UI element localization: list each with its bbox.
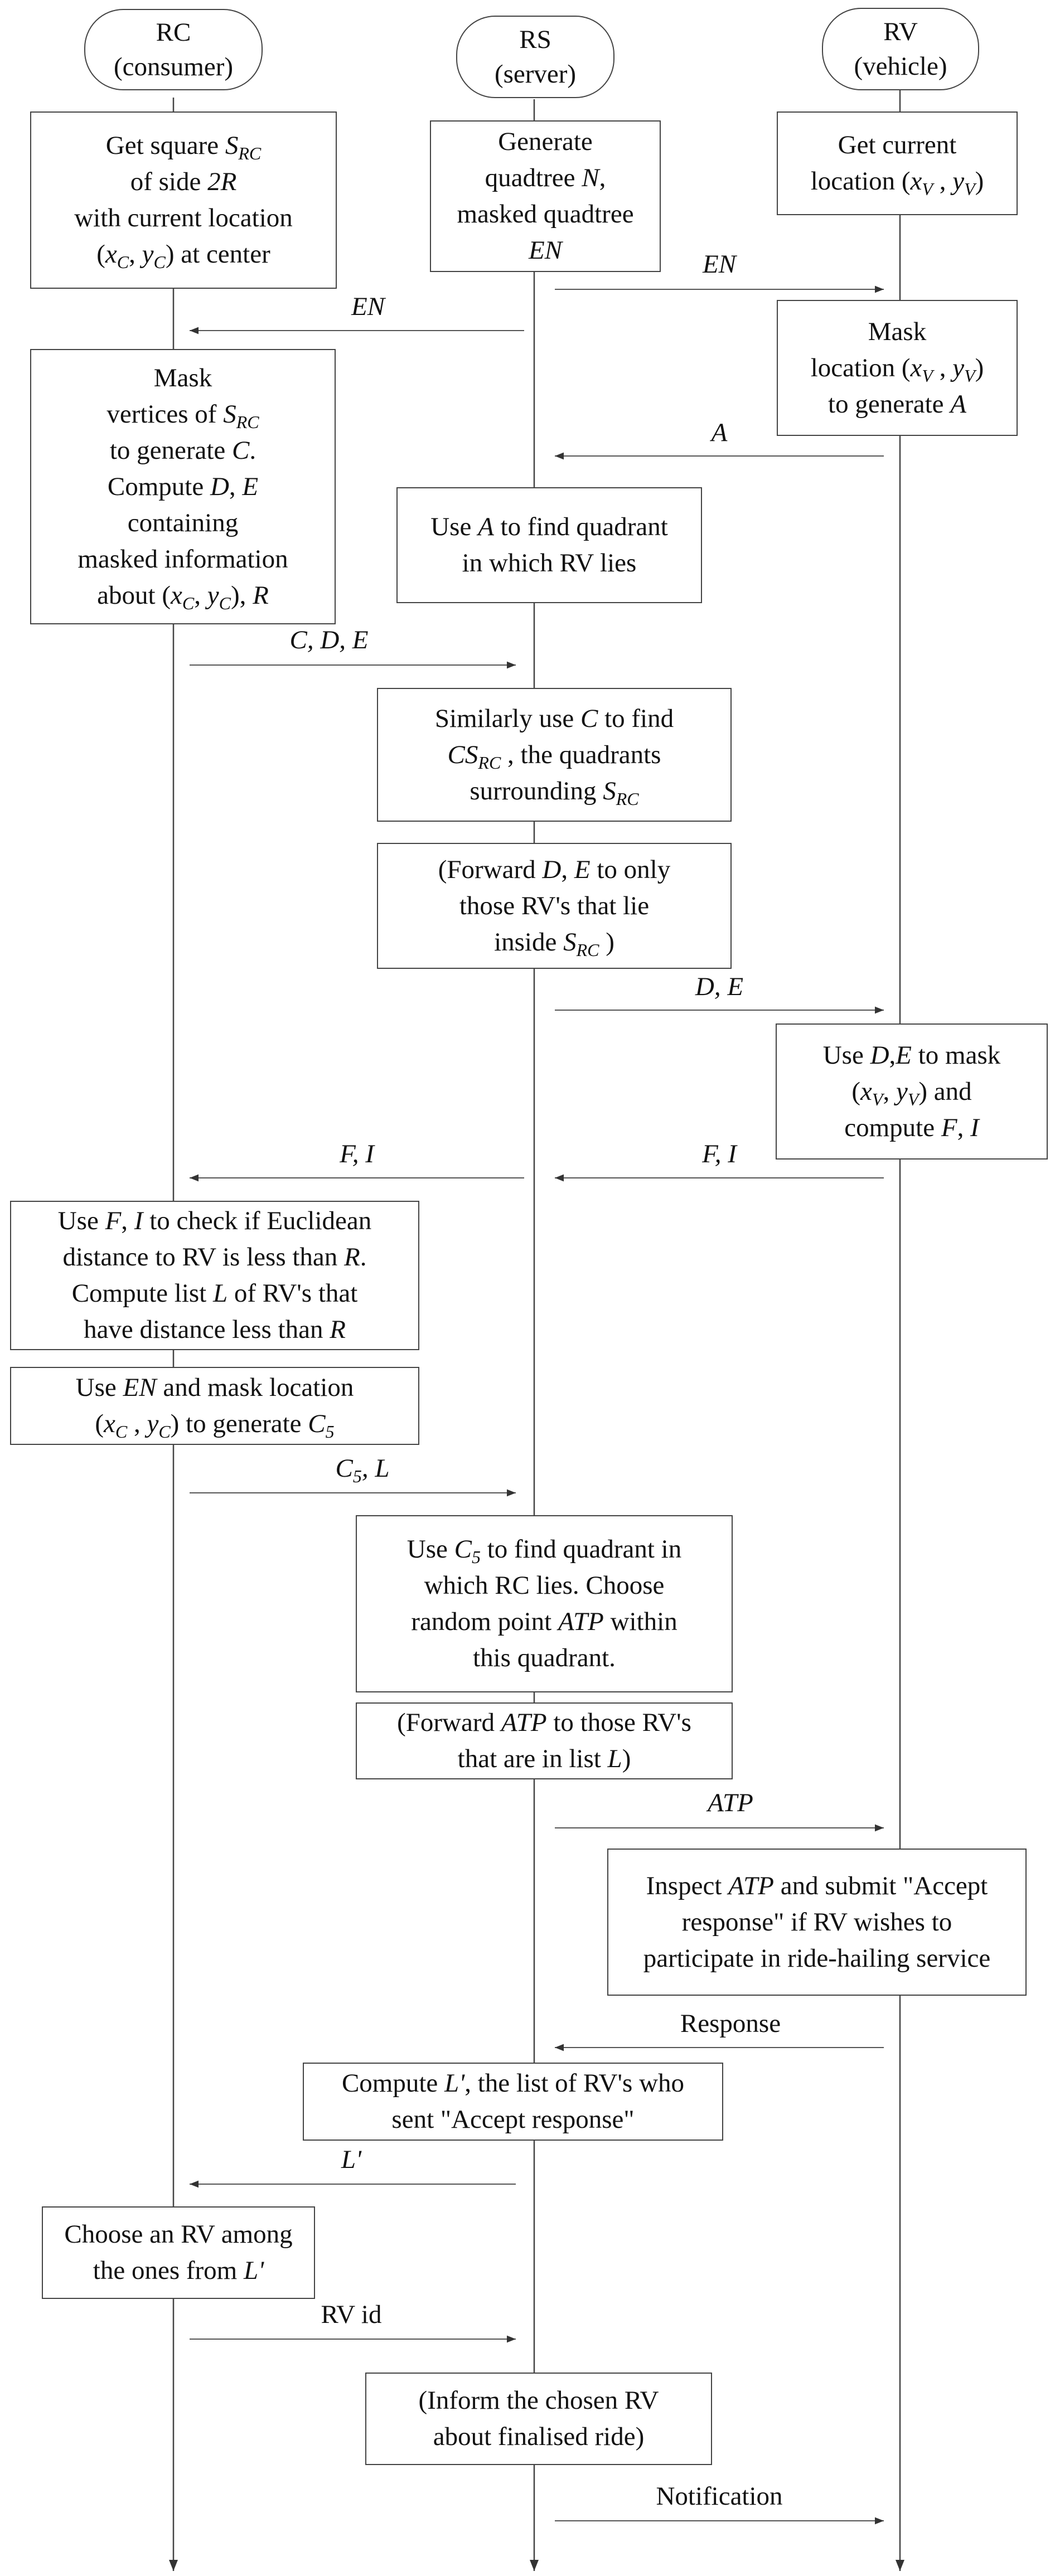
box-rs-compute-lprime-line-2: sent "Accept response" (391, 2105, 635, 2134)
box-rc-choose-line-2: the ones from L' (93, 2256, 264, 2285)
box-rv-use-de-line-2: ($x_V$, $y_V$) and (851, 1076, 972, 1109)
box-rc-mask-vertices (30, 349, 336, 624)
label-atp-to-rv: ATP (708, 1788, 753, 1817)
box-rs-use-a-line-2: in which RV lies (462, 549, 637, 578)
box-rs-compute-lprime (303, 2063, 723, 2141)
box-rs-use-c5-line-2: which RC lies. Choose (424, 1571, 665, 1600)
box-rc-get-square-line-3: with current location (74, 203, 293, 232)
box-rs-forward-atp (356, 1702, 733, 1779)
box-rc-use-en-line-1: Use EN and mask location (75, 1373, 354, 1402)
label-lprime-to-rc: L' (341, 2145, 362, 2174)
box-rv-use-de-line-3: compute F, I (844, 1113, 979, 1142)
box-rs-inform (365, 2373, 712, 2465)
box-rs-forward-atp-line-2: that are in list L) (457, 1744, 631, 1773)
box-rc-get-square-line-2: of side 2R (130, 167, 237, 196)
label-fi-to-rc: F, I (340, 1139, 374, 1168)
box-rc-mask-vertices-line-3: to generate C. (109, 435, 257, 465)
box-rv-get-location (777, 111, 1018, 215)
box-rs-use-c5 (356, 1515, 733, 1692)
box-rs-forward-de-line-2: those RV's that lie (459, 891, 650, 920)
actor-rc (84, 9, 263, 90)
label-de-to-rv: D, E (695, 972, 744, 1001)
box-rv-mask-line-1: Mask (868, 317, 927, 346)
actor-rc-name: RC (156, 18, 191, 47)
label-a-to-rs: A (711, 418, 728, 447)
box-rv-inspect-line-3: participate in ride-hailing service (643, 1943, 991, 1973)
box-rv-get-location-line-1: Get current (838, 130, 957, 159)
box-rs-similarly-line-1: Similarly use C to find (434, 704, 674, 733)
box-rs-similarly-line-2: $CS_{RC}$ , the quadrants (447, 740, 661, 773)
box-rv-get-location-line-2: location ($x_V$ , $y_V$) (810, 167, 984, 199)
box-rc-mask-vertices-line-1: Mask (153, 363, 212, 392)
box-rs-forward-de-line-1: (Forward D, E to only (438, 855, 671, 884)
box-rv-inspect (607, 1849, 1027, 1996)
box-rc-check (10, 1201, 419, 1350)
box-rc-get-square-line-4: ($x_C$, $y_C$) at center (96, 240, 270, 272)
box-rs-compute-lprime-line-1: Compute L', the list of RV's who (341, 2069, 685, 2098)
box-rs-similarly (377, 688, 732, 822)
box-rs-forward-de-line-3: inside $S_{RC}$ ) (494, 927, 614, 960)
actor-rv-role: (vehicle) (854, 52, 947, 81)
box-rs-generate-line-2: quadtree N, (485, 163, 606, 192)
box-rc-check-line-3: Compute list L of RV's that (71, 1279, 358, 1308)
label-rvid-to-rs: RV id (321, 2300, 382, 2329)
box-rs-use-c5-line-4: this quadrant. (473, 1643, 616, 1672)
box-rc-mask-vertices-line-7: about ($x_C$, $y_C$), R (97, 580, 269, 613)
box-rc-mask-vertices-line-4: Compute D, E (107, 472, 259, 501)
label-notification-to-rv: Notification (656, 2482, 783, 2511)
box-rc-check-line-2: distance to RV is less than R. (62, 1243, 367, 1272)
label-en-to-rv: EN (702, 250, 737, 279)
box-rc-mask-vertices-line-2: vertices of $S_{RC}$ (107, 399, 259, 432)
actor-rs-role: (server) (494, 60, 577, 89)
box-rs-generate-line-4: EN (528, 236, 563, 265)
box-rv-use-de (776, 1023, 1048, 1160)
label-fi-to-rs: F, I (702, 1139, 737, 1168)
label-c5l-to-rs: $C_5$, L (335, 1454, 390, 1486)
box-rs-forward-atp-line-1: (Forward ATP to those RV's (397, 1708, 691, 1737)
box-rs-forward-de (377, 843, 732, 969)
label-response-to-rs: Response (680, 2009, 781, 2038)
box-rv-mask-line-2: location ($x_V$ , $y_V$) (810, 353, 984, 386)
box-rv-mask-line-3: to generate A (828, 389, 966, 419)
box-rc-get-square-line-1: Get square $S_{RC}$ (105, 131, 262, 163)
box-rs-inform-line-1: (Inform the chosen RV (418, 2386, 659, 2415)
box-rv-inspect-line-2: response" if RV wishes to (681, 1907, 952, 1937)
box-rv-mask (777, 300, 1018, 436)
box-rs-similarly-line-3: surrounding $S_{RC}$ (470, 776, 639, 809)
box-rc-check-line-4: have distance less than R (84, 1315, 346, 1344)
box-rc-use-en-line-2: ($x_C$ , $y_C$) to generate $C_5$ (95, 1409, 335, 1442)
box-rc-use-en (10, 1367, 419, 1445)
box-rc-choose-line-1: Choose an RV among (64, 2220, 293, 2249)
actor-rs-name: RS (519, 25, 551, 54)
box-rs-use-c5-line-3: random point ATP within (411, 1607, 677, 1636)
box-rs-use-c5-line-1: Use $C_5$ to find quadrant in (406, 1535, 682, 1567)
actor-rc-role: (consumer) (113, 52, 234, 81)
box-rs-use-a (396, 487, 702, 603)
box-rs-generate-line-1: Generate (498, 127, 593, 156)
box-rc-check-line-1: Use F, I to check if Euclidean (57, 1206, 372, 1235)
box-rc-mask-vertices-line-5: containing (127, 508, 239, 537)
label-en-to-rc: EN (351, 292, 385, 321)
box-rv-use-de-line-1: Use D,E to mask (822, 1040, 1001, 1070)
actor-rv-name: RV (883, 17, 918, 46)
actor-rs (456, 16, 614, 98)
box-rc-get-square (30, 111, 337, 289)
box-rc-mask-vertices-line-6: masked information (78, 544, 288, 574)
actor-rv (822, 8, 979, 90)
box-rv-inspect-line-1: Inspect ATP and submit "Accept (646, 1871, 988, 1900)
label-cde-to-rs: C, D, E (289, 625, 369, 654)
box-rs-generate (430, 120, 661, 272)
box-rs-inform-line-2: about finalised ride) (433, 2422, 645, 2451)
box-rs-generate-line-3: masked quadtree (457, 200, 634, 229)
box-rc-choose (42, 2206, 315, 2299)
box-rs-use-a-line-1: Use A to find quadrant (430, 512, 668, 541)
